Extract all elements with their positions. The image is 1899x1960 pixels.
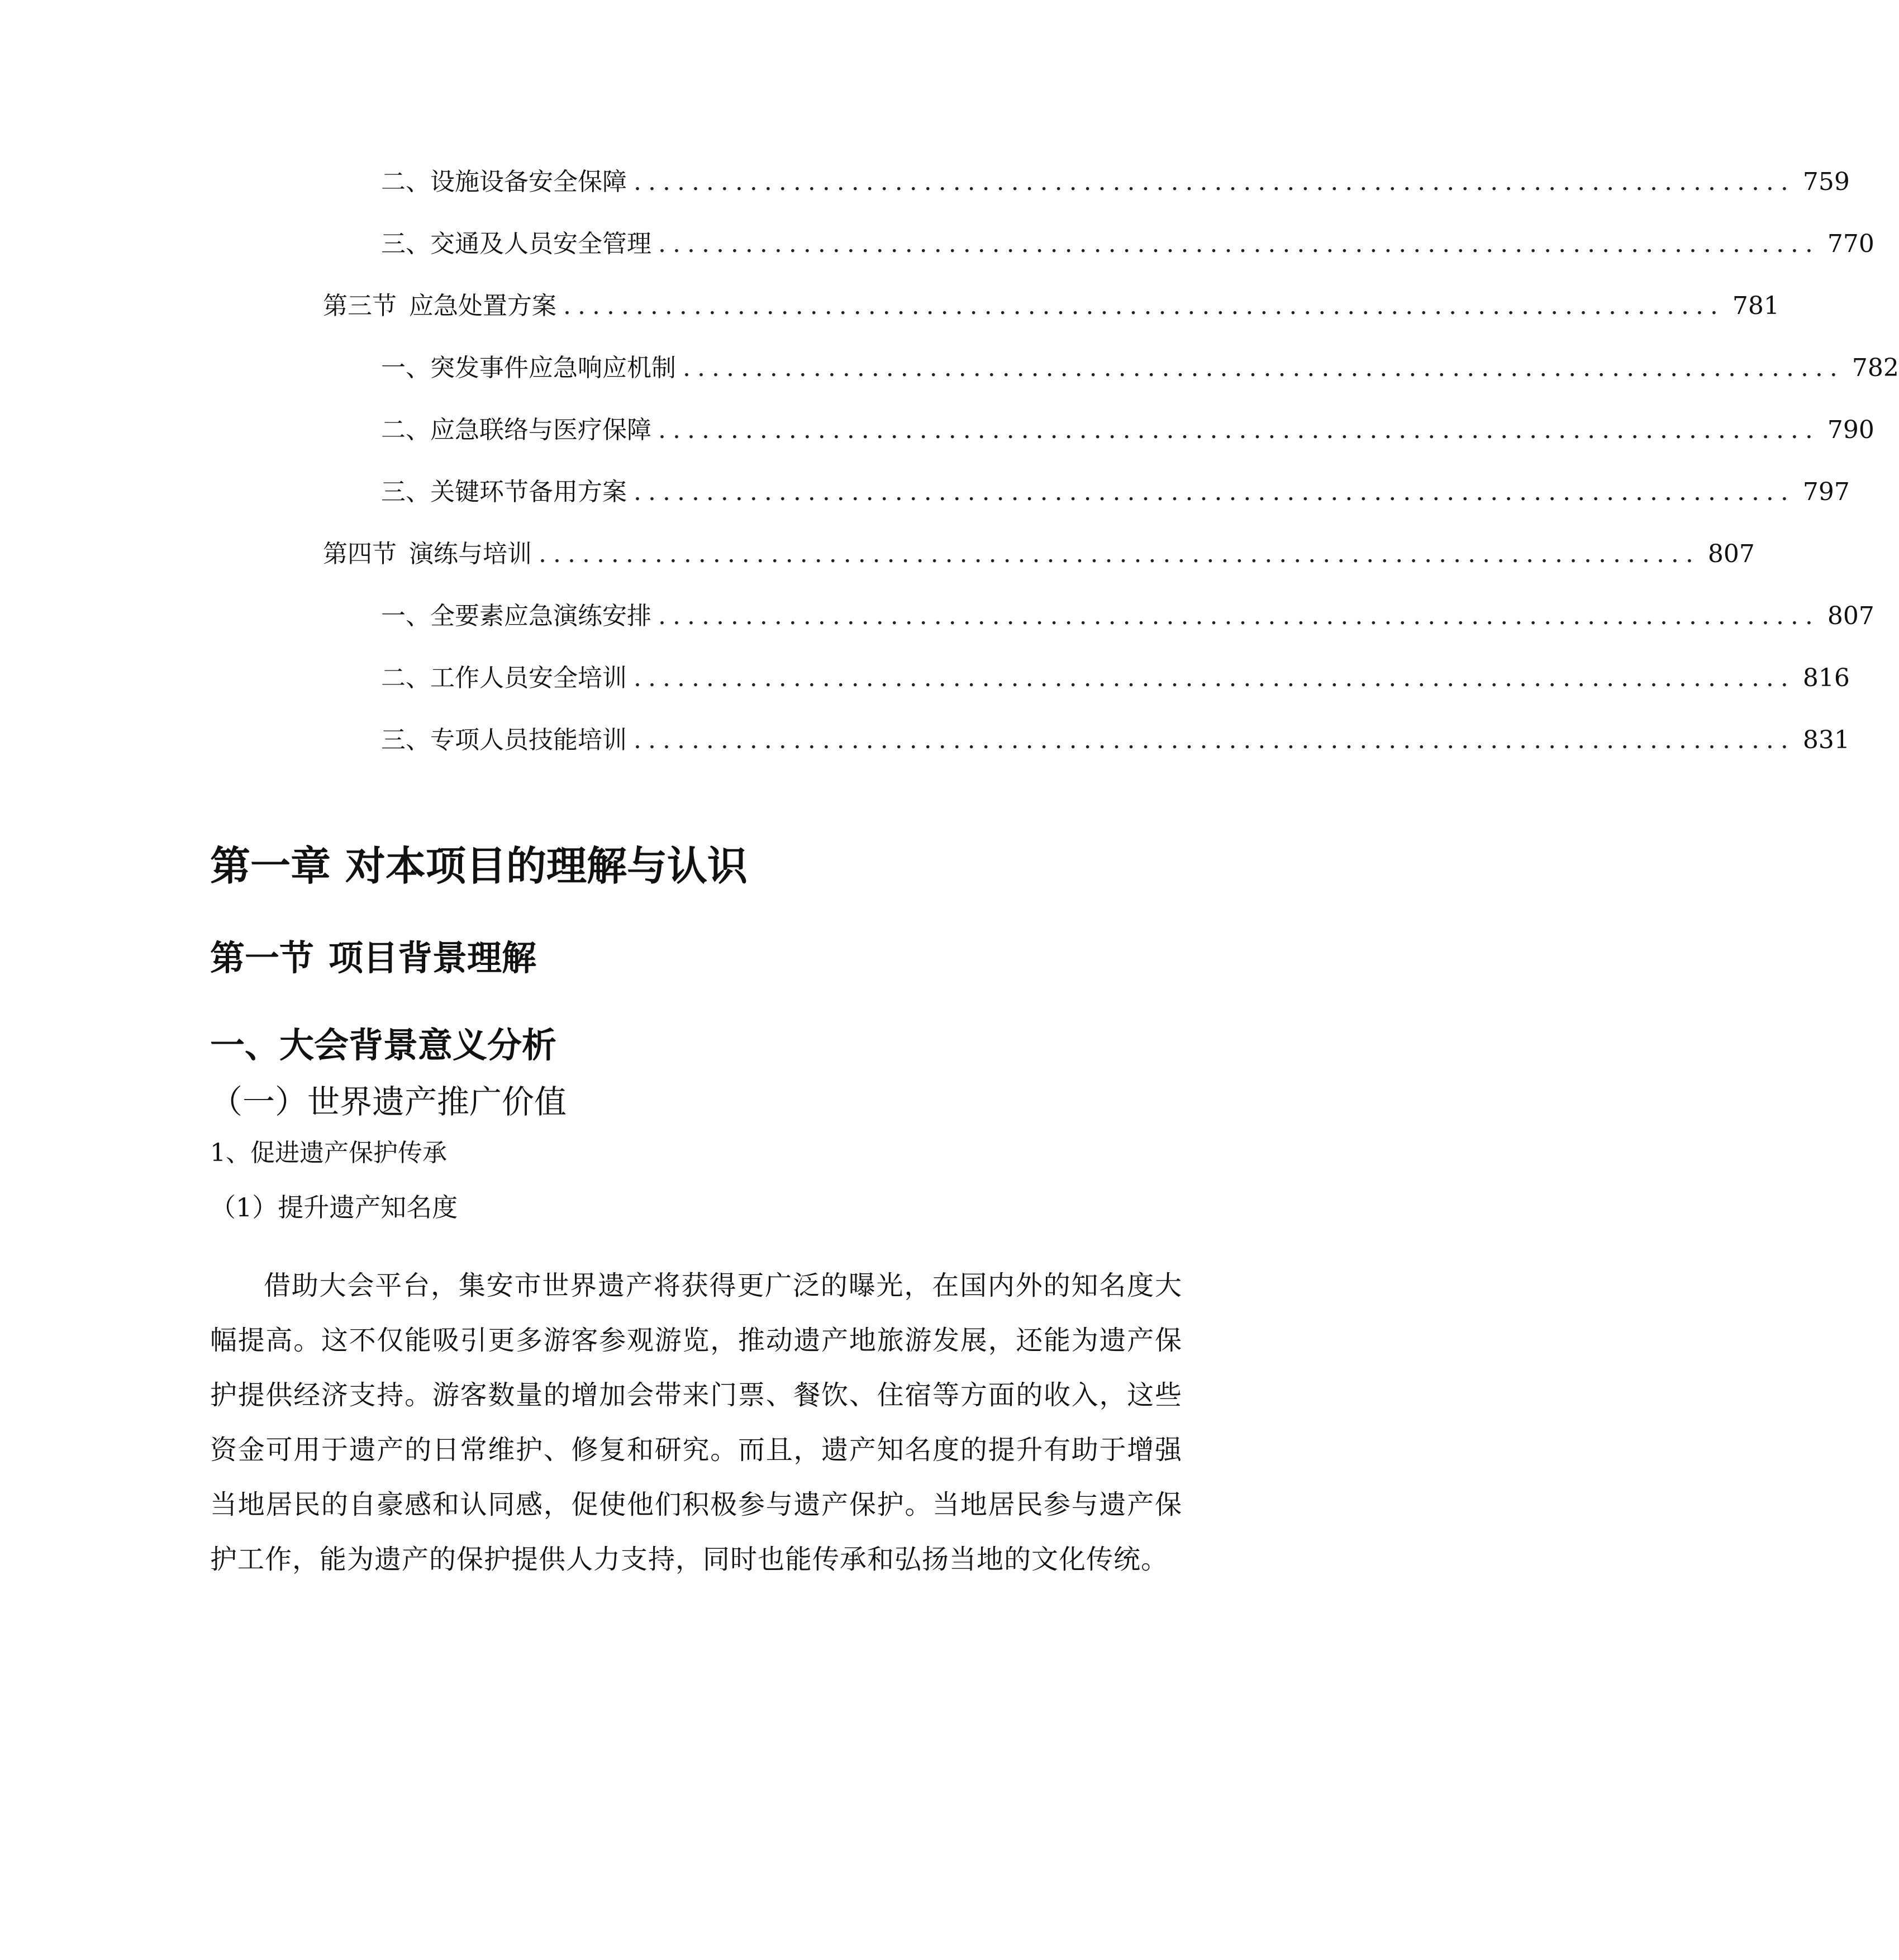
toc-entry-title: 应急联络与医疗保障 [430, 416, 651, 444]
subheading-level-1: 一、大会背景意义分析 [210, 1025, 557, 1065]
toc-section-label: 第四节 [323, 540, 397, 568]
toc-entry-number: 三、 [381, 726, 430, 754]
toc-entry-page: 790 [1827, 416, 1874, 444]
toc-entry-page: 782 [1852, 354, 1899, 382]
toc-leader-dots: ................................................................................ [634, 478, 1795, 506]
toc-entry[interactable] [381, 413, 1874, 447]
subheading-level-4: （1）提升遗产知名度 [210, 1192, 458, 1222]
toc-entry-number: 三、 [381, 230, 430, 258]
toc-entry-title: 设施设备安全保障 [430, 168, 627, 196]
toc-leader-dots: ................................................................................ [634, 664, 1795, 692]
chapter-label: 第一章 [210, 842, 331, 889]
toc-leader-dots: ................................................................................ [658, 602, 1820, 630]
toc-entry-title: 演练与培训 [409, 540, 532, 568]
toc-entry[interactable] [381, 662, 1850, 695]
toc-leader-dots: ................................................................................ [539, 540, 1700, 568]
section-title: 项目背景理解 [329, 938, 537, 978]
toc-entry-page: 831 [1802, 726, 1850, 754]
toc-entry-number: 一、 [381, 354, 430, 382]
toc-entry-title: 突发事件应急响应机制 [430, 354, 676, 382]
toc-entry-page: 807 [1827, 602, 1874, 630]
toc-entry-number: 二、 [381, 168, 430, 196]
toc-entry-title: 交通及人员安全管理 [430, 230, 651, 258]
toc-entry-title: 应急处置方案 [409, 292, 556, 320]
subheading-level-3: 1、促进遗产保护传承 [210, 1139, 447, 1167]
toc-entry-page: 781 [1732, 292, 1779, 320]
toc-entry-number: 二、 [381, 416, 430, 444]
toc-entry-number: 一、 [381, 602, 430, 630]
toc-section-entry[interactable] [323, 289, 1779, 323]
toc-entry-number: 三、 [381, 478, 430, 506]
toc-entry[interactable] [381, 165, 1850, 199]
toc-entry-title: 专项人员技能培训 [430, 726, 627, 754]
section-heading [210, 933, 536, 983]
toc-leader-dots: ................................................................................ [658, 416, 1820, 444]
toc-entry-page: 816 [1802, 664, 1850, 692]
toc-entry-page: 770 [1827, 230, 1874, 258]
toc-entry-title: 工作人员安全培训 [430, 664, 627, 692]
toc-entry-title: 关键环节备用方案 [430, 478, 627, 506]
toc-entry-page: 797 [1802, 478, 1850, 506]
toc-leader-dots: ................................................................................ [634, 726, 1795, 754]
body-paragraph: 借助大会平台，集安市世界遗产将获得更广泛的曝光，在国内外的知名度大幅提高。这不仅能吸引更多游客参观游览，推动遗产地旅游发展，还能为遗产保护提供经济支持。游客数量的增加会带来门票、餐饮、住宿等方面的收入，这些资金可用于遗产的日常维护、修复和研究。而且，遗产知名度的提升有助于增强当地居民的自豪感和认同感，促使他们积极参与遗产保护。当地居民参与遗产保护工作，能为遗产的保护提供人力支持，同时也能传承和弘扬当地的文化传统。 [210, 1270, 1182, 1575]
toc-section-entry[interactable] [323, 537, 1755, 571]
subheading-level-2: （一）世界遗产推广价值 [210, 1083, 567, 1121]
toc-entry-title: 全要素应急演练安排 [430, 602, 651, 630]
toc-section-label: 第三节 [323, 292, 397, 320]
toc-leader-dots: ................................................................................ [563, 292, 1725, 320]
toc-entry-page: 807 [1707, 540, 1755, 568]
toc-entry[interactable] [381, 475, 1850, 509]
toc-entry[interactable] [381, 227, 1874, 261]
chapter-heading [210, 838, 748, 894]
toc-entry[interactable] [381, 724, 1850, 757]
toc-entry-page: 759 [1802, 168, 1850, 196]
toc-entry[interactable] [381, 351, 1899, 385]
toc-leader-dots: ................................................................................ [634, 168, 1795, 196]
chapter-title: 对本项目的理解与认识 [345, 842, 748, 889]
toc-leader-dots: ................................................................................ [683, 354, 1844, 382]
toc-entry-number: 二、 [381, 664, 430, 692]
section-label: 第一节 [210, 938, 315, 978]
toc-entry[interactable] [381, 600, 1874, 633]
toc-leader-dots: ................................................................................ [658, 230, 1820, 258]
